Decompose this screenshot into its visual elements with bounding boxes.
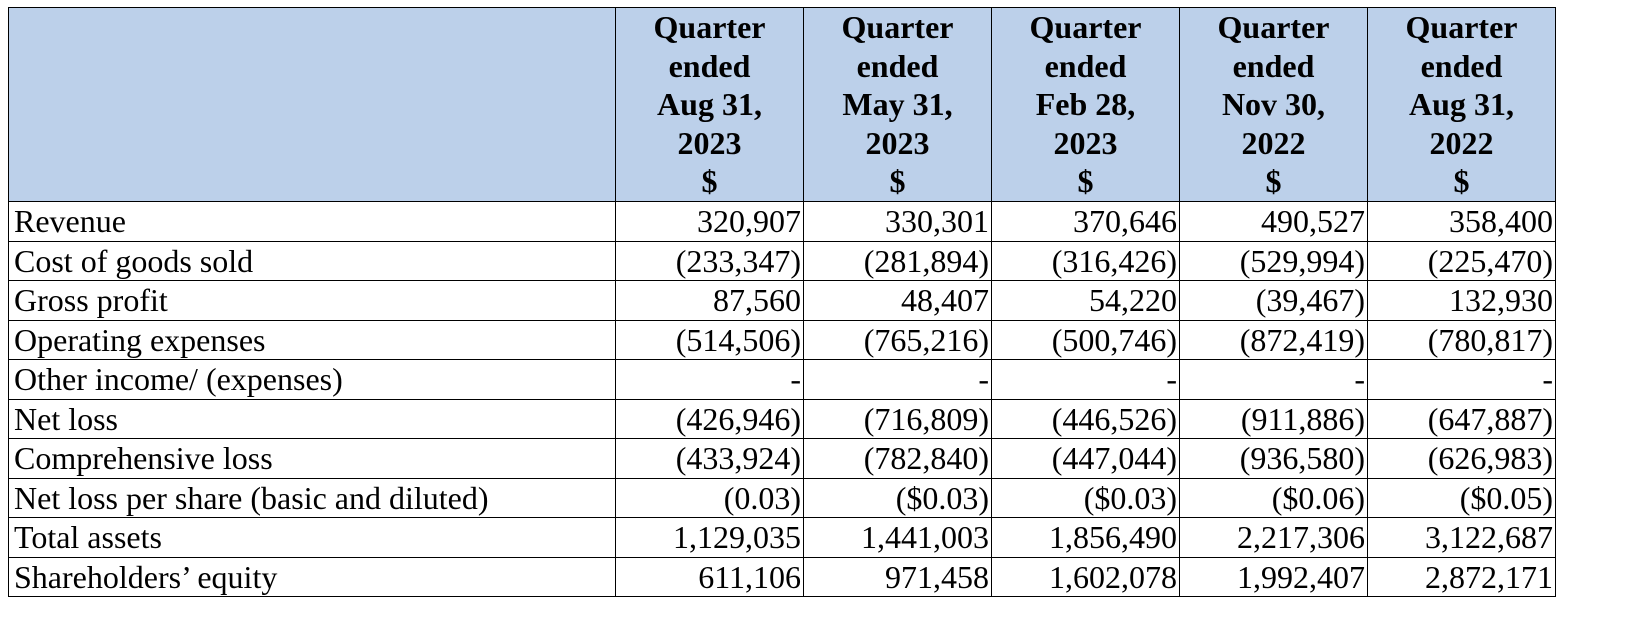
table-row — [9, 281, 1556, 321]
table-cell: (225,470) — [1368, 241, 1556, 281]
table-row — [9, 320, 1556, 360]
table-cell: (936,580) — [1180, 439, 1368, 479]
table-cell: 320,907 — [616, 202, 804, 242]
table-cell: 1,129,035 — [616, 518, 804, 558]
table-row — [9, 202, 1556, 242]
table-row — [9, 557, 1556, 597]
table-row — [9, 360, 1556, 400]
table-cell: (426,946) — [616, 399, 804, 439]
table-cell: (446,526) — [992, 399, 1180, 439]
table-cell: 971,458 — [804, 557, 992, 597]
table-row — [9, 241, 1556, 281]
row-label: Gross profit — [9, 281, 616, 321]
table-cell: 490,527 — [1180, 202, 1368, 242]
table-cell: ($0.03) — [804, 478, 992, 518]
table-cell: 87,560 — [616, 281, 804, 321]
row-label: Cost of goods sold — [9, 241, 616, 281]
table-cell: - — [1180, 360, 1368, 400]
table-row — [9, 399, 1556, 439]
row-label: Other income/ (expenses) — [9, 360, 616, 400]
table-cell: 3,122,687 — [1368, 518, 1556, 558]
table-cell: (281,894) — [804, 241, 992, 281]
table-cell: 611,106 — [616, 557, 804, 597]
table-cell: 2,872,171 — [1368, 557, 1556, 597]
table-cell: 370,646 — [992, 202, 1180, 242]
table-cell: 1,602,078 — [992, 557, 1180, 597]
table-cell: 132,930 — [1368, 281, 1556, 321]
table-cell: - — [616, 360, 804, 400]
table-cell: ($0.06) — [1180, 478, 1368, 518]
row-label: Revenue — [9, 202, 616, 242]
table-cell: ($0.05) — [1368, 478, 1556, 518]
table-cell: (911,886) — [1180, 399, 1368, 439]
table-cell: (316,426) — [992, 241, 1180, 281]
table-cell: 1,992,407 — [1180, 557, 1368, 597]
header-blank-cell — [9, 8, 616, 202]
table-cell: 330,301 — [804, 202, 992, 242]
row-label: Operating expenses — [9, 320, 616, 360]
row-label: Total assets — [9, 518, 616, 558]
table-cell: (872,419) — [1180, 320, 1368, 360]
table-row — [9, 478, 1556, 518]
table-cell: (514,506) — [616, 320, 804, 360]
column-header: Quarter ended Nov 30, 2022 $ — [1180, 8, 1368, 202]
row-label: Comprehensive loss — [9, 439, 616, 479]
table-cell: 48,407 — [804, 281, 992, 321]
table-cell: (433,924) — [616, 439, 804, 479]
table-cell: (782,840) — [804, 439, 992, 479]
table-row — [9, 518, 1556, 558]
table-cell: (765,216) — [804, 320, 992, 360]
row-label: Net loss — [9, 399, 616, 439]
column-header: Quarter ended Aug 31, 2022 $ — [1368, 8, 1556, 202]
table-cell: 1,856,490 — [992, 518, 1180, 558]
row-label: Shareholders’ equity — [9, 557, 616, 597]
table-cell: (529,994) — [1180, 241, 1368, 281]
table-cell: 358,400 — [1368, 202, 1556, 242]
table-cell: (626,983) — [1368, 439, 1556, 479]
column-header: Quarter ended Aug 31, 2023 $ — [616, 8, 804, 202]
column-header: Quarter ended May 31, 2023 $ — [804, 8, 992, 202]
table-cell: (233,347) — [616, 241, 804, 281]
table-cell: (500,746) — [992, 320, 1180, 360]
financial-summary — [8, 7, 1556, 597]
table-cell: (780,817) — [1368, 320, 1556, 360]
table-cell: (716,809) — [804, 399, 992, 439]
table-cell: - — [1368, 360, 1556, 400]
row-label: Net loss per share (basic and diluted) — [9, 478, 616, 518]
table-row — [9, 439, 1556, 479]
table-cell: (0.03) — [616, 478, 804, 518]
table-cell: (39,467) — [1180, 281, 1368, 321]
table-cell: (647,887) — [1368, 399, 1556, 439]
table-cell: 1,441,003 — [804, 518, 992, 558]
column-header: Quarter ended Feb 28, 2023 $ — [992, 8, 1180, 202]
table-cell: ($0.03) — [992, 478, 1180, 518]
table-cell: 2,217,306 — [1180, 518, 1368, 558]
quarterly-financials-table — [8, 7, 1556, 597]
table-cell: - — [992, 360, 1180, 400]
table-cell: - — [804, 360, 992, 400]
header-row — [9, 8, 1556, 202]
table-cell: (447,044) — [992, 439, 1180, 479]
table-cell: 54,220 — [992, 281, 1180, 321]
